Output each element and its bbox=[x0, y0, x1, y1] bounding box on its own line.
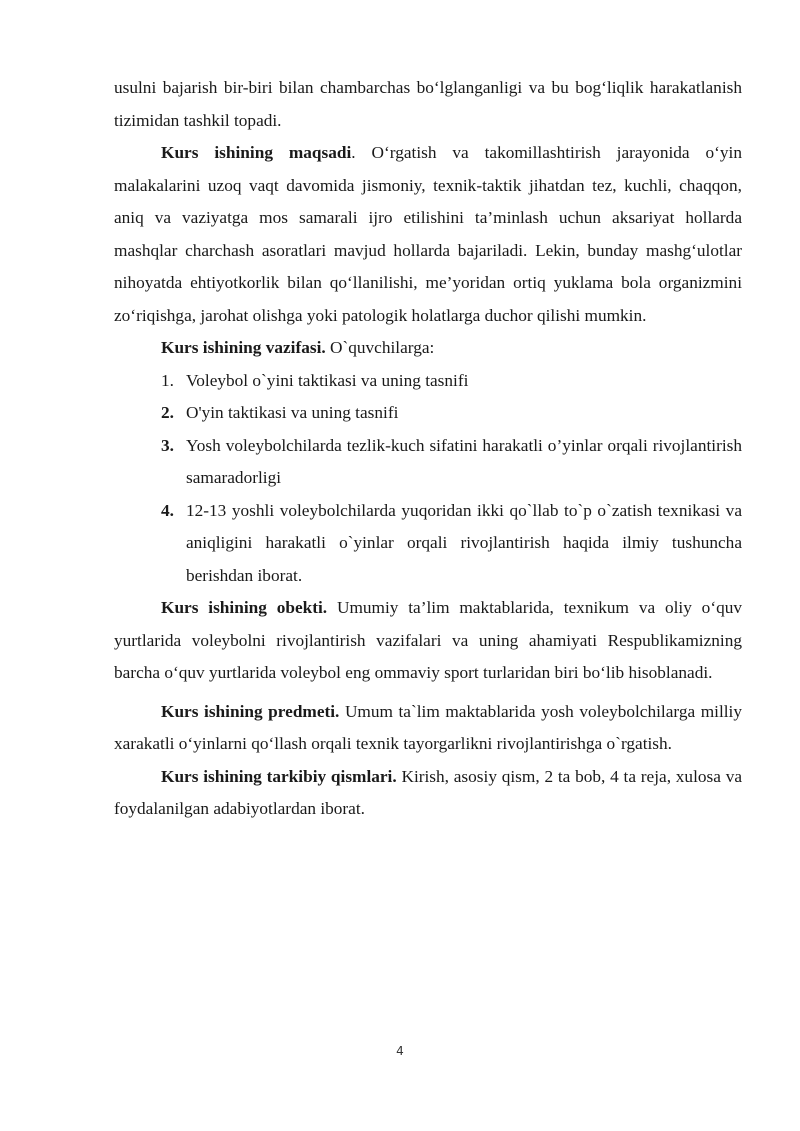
list-item-text: Yosh voleybolchilarda tezlik-kuch sifatini harakatli o’yinlar orqali rivojlantirish samaradorligi bbox=[186, 435, 742, 487]
subject-text: Umum ta`lim maktablarida yosh voleybolchilarga milliy xarakatli o‘yinlarni qo‘llash orqali texnik tayorgarlikni rivojlantirishga o`rgatish. bbox=[114, 701, 742, 753]
intro-paragraph: usulni bajarish bir-biri bilan chambarchas bo‘lglanganligi va bu bog‘liqlik harakatlanish tizimidan tashkil topadi. bbox=[114, 78, 742, 130]
object-heading: Kurs ishining obekti. bbox=[161, 598, 328, 617]
list-item-number: 1. bbox=[161, 370, 174, 390]
list-item-text: 12-13 yoshli voleybolchilarda yuqoridan ikki qo`llab to`p o`zatish texnikasi va aniqligini harakatli o`yinlar orqali rivojlantirish haqida ilmiy tushuncha berishdan iborat. bbox=[186, 500, 742, 585]
list-item bbox=[114, 397, 742, 430]
object-paragraph bbox=[114, 592, 742, 690]
list-item-text: O'yin taktikasi va uning tasnifi bbox=[186, 403, 399, 422]
list-item-number: 4. bbox=[161, 500, 174, 520]
tasks-heading: Kurs ishining vazifasi. bbox=[161, 338, 326, 357]
list-item-number: 3. bbox=[161, 435, 174, 455]
list-item bbox=[114, 365, 742, 398]
list-item bbox=[114, 430, 742, 495]
goal-text: . O‘rgatish va takomillashtirish jarayonida o‘yin malakalarini uzoq vaqt davomida jismoniy, texnik-taktik jihatdan tez, kuchli, chaqqon, aniq va vaziyatga mos samarali ijro etilishini ta’minlash uchun aksariyat hollarda mashqlar charchash asoratlari mavjud hollarda bajariladi. Lekin, bunday mashg‘ulotlar nihoyatda ehtiyotkorlik bilan qo‘llanilishi, me’yoridan ortiq yuklama bola organizmini zo‘riqishga, jarohat olishga yoki patologik holatlarga duchor qilishi mumkin. bbox=[114, 143, 742, 325]
goal-heading: Kurs ishining maqsadi bbox=[161, 143, 352, 162]
structure-paragraph bbox=[114, 761, 742, 826]
structure-heading: Kurs ishining tarkibiy qismlari. bbox=[161, 766, 397, 786]
subject-paragraph bbox=[114, 696, 742, 761]
tasks-intro-text: O`quvchilarga: bbox=[325, 338, 435, 357]
subject-heading: Kurs ishining predmeti. bbox=[161, 701, 340, 721]
page-number: 4 bbox=[396, 1044, 404, 1058]
list-item bbox=[114, 495, 742, 593]
structure-text: Kirish, asosiy qism, 2 ta bob, 4 ta reja, xulosa va foydalanilgan adabiyotlardan iborat. bbox=[114, 766, 743, 818]
list-item-number: 2. bbox=[161, 403, 174, 422]
tasks-intro-paragraph bbox=[114, 332, 742, 365]
document-page bbox=[114, 72, 742, 826]
goal-paragraph bbox=[114, 137, 742, 332]
list-item-text: Voleybol o`yini taktikasi va uning tasnifi bbox=[186, 370, 469, 390]
object-text: Umumiy ta’lim maktablarida, texnikum va oliy o‘quv yurtlarida voleybolni rivojlantirish vazifalari va uning ahamiyati Respublikamizning barcha o‘quv yurtlarida voleybol eng ommaviy sport turlaridan biri bo‘lib hisoblanadi. bbox=[114, 598, 742, 682]
task-list bbox=[114, 365, 742, 593]
